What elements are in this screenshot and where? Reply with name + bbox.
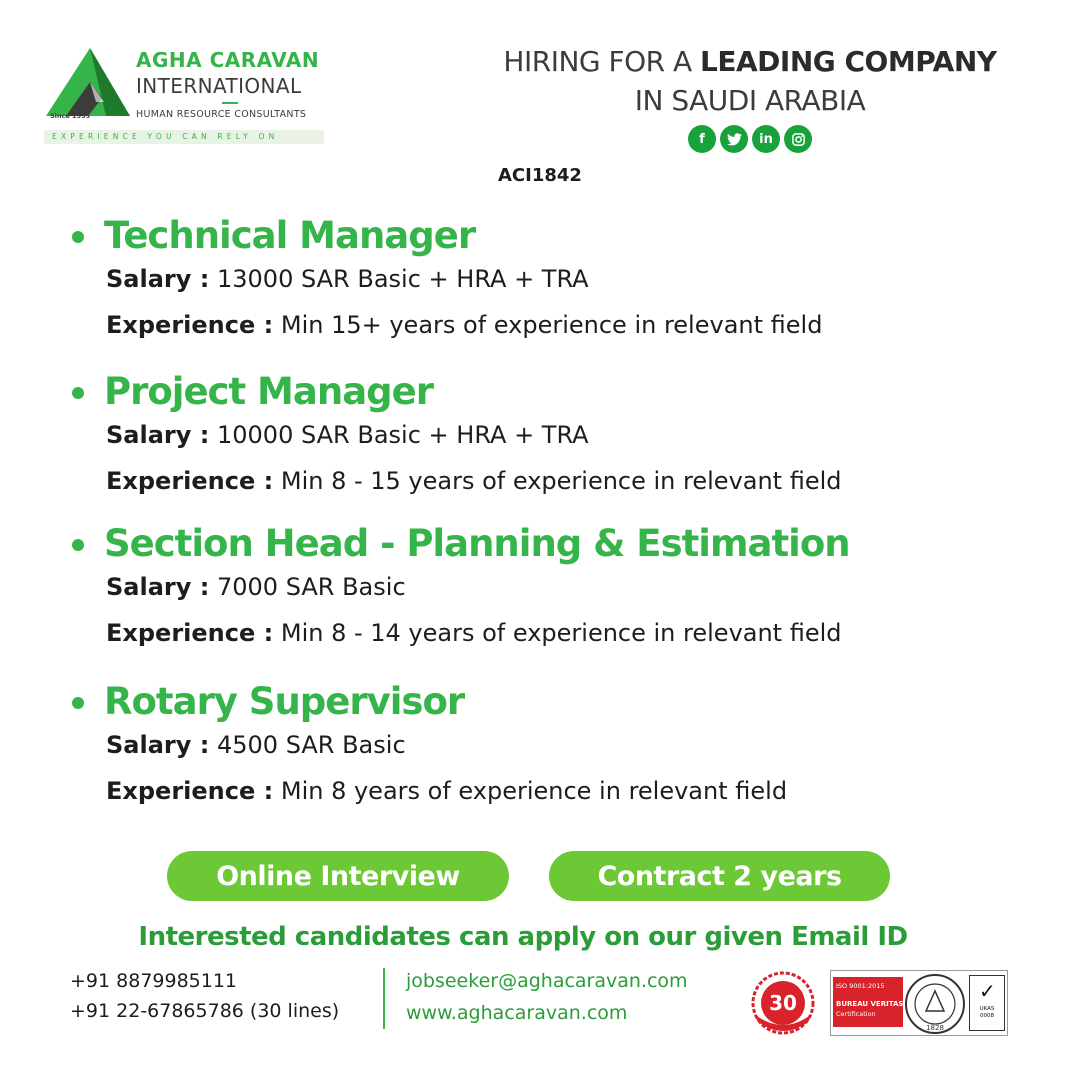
job-item [68, 370, 968, 496]
experience-label: Experience : [106, 619, 274, 647]
job-salary [68, 572, 968, 602]
job-title [68, 370, 968, 414]
brand-tagline: EXPERIENCE YOU CAN RELY ON [44, 130, 324, 144]
company-logo [44, 46, 334, 146]
salary-value: 7000 SAR Basic [216, 573, 406, 601]
email-link[interactable]: jobseeker@aghacaravan.com [406, 970, 688, 992]
job-title-text: Technical Manager [104, 214, 476, 257]
linkedin-icon[interactable]: in [752, 125, 780, 153]
experience-value: Min 8 - 14 years of experience in relevant field [280, 619, 842, 647]
job-item [68, 522, 968, 648]
salary-label: Salary : [106, 421, 210, 449]
experience-value: Min 8 - 15 years of experience in relevant field [280, 467, 842, 495]
badge-years-text: 30 [769, 991, 797, 1015]
job-title [68, 680, 968, 724]
job-item [68, 214, 968, 340]
job-title [68, 214, 968, 258]
job-reference-code: ACI1842 [498, 165, 582, 186]
job-experience [68, 776, 968, 806]
salary-label: Salary : [106, 573, 210, 601]
job-title-text: Section Head - Planning & Estimation [104, 522, 850, 565]
twitter-icon[interactable] [720, 125, 748, 153]
job-experience [68, 310, 968, 340]
footer-divider [383, 968, 385, 1029]
contract-duration-badge: Contract 2 years [549, 851, 890, 901]
bureau-veritas-seal-icon [904, 973, 966, 1035]
ukas-mark [969, 975, 1005, 1031]
facebook-icon[interactable]: f [688, 125, 716, 153]
phone-number-landline[interactable]: +91 22-67865786 (30 lines) [70, 1000, 340, 1022]
hiring-emphasis: LEADING COMPANY [700, 45, 997, 78]
bullet-icon [72, 697, 84, 709]
salary-label: Salary : [106, 731, 210, 759]
experience-label: Experience : [106, 467, 274, 495]
salary-label: Salary : [106, 265, 210, 293]
job-salary [68, 420, 968, 450]
hiring-prefix: HIRING FOR A [503, 45, 701, 78]
experience-value: Min 8 years of experience in relevant field [280, 777, 788, 805]
cert-body-name: BUREAU VERITAS [836, 1000, 903, 1008]
bullet-icon [72, 387, 84, 399]
brand-name-line1: AGHA CARAVAN [136, 48, 320, 72]
bullet-icon [72, 231, 84, 243]
ukas-code: 0008 [980, 1013, 994, 1019]
salary-value: 4500 SAR Basic [216, 731, 406, 759]
hiring-location: IN SAUDI ARABIA [634, 84, 866, 117]
iso-certification-label [833, 977, 903, 1027]
social-links [688, 125, 812, 153]
seal-year: 1828 [926, 1024, 944, 1032]
certification-block [830, 970, 1008, 1036]
salary-value: 10000 SAR Basic + HRA + TRA [216, 421, 589, 449]
phone-number-primary[interactable]: +91 8879985111 [70, 970, 238, 992]
brand-name-line2: INTERNATIONAL [136, 74, 302, 98]
experience-value: Min 15+ years of experience in relevant field [280, 311, 823, 339]
experience-label: Experience : [106, 777, 274, 805]
job-salary [68, 730, 968, 760]
cert-type: Certification [836, 1010, 876, 1018]
job-title [68, 522, 968, 566]
30-years-badge-icon [748, 970, 818, 1036]
checkmark-icon: ✓ [979, 979, 996, 1003]
job-title-text: Project Manager [104, 370, 433, 413]
apply-instructions: Interested candidates can apply on our given Email ID [138, 922, 908, 952]
job-title-text: Rotary Supervisor [104, 680, 465, 723]
job-experience [68, 466, 968, 496]
job-salary [68, 264, 968, 294]
since-label: Since 1995 [50, 112, 91, 120]
job-experience [68, 618, 968, 648]
ukas-label: UKAS [979, 1006, 995, 1012]
instagram-icon[interactable] [784, 125, 812, 153]
brand-subtitle: HUMAN RESOURCE CONSULTANTS [136, 109, 307, 120]
bullet-icon [72, 539, 84, 551]
online-interview-badge: Online Interview [167, 851, 509, 901]
logo-divider [222, 102, 238, 104]
job-item [68, 680, 968, 806]
hiring-headline [440, 45, 1060, 78]
website-link[interactable]: www.aghacaravan.com [406, 1002, 628, 1024]
iso-standard: ISO 9001:2015 [836, 982, 885, 990]
salary-value: 13000 SAR Basic + HRA + TRA [216, 265, 589, 293]
experience-label: Experience : [106, 311, 274, 339]
